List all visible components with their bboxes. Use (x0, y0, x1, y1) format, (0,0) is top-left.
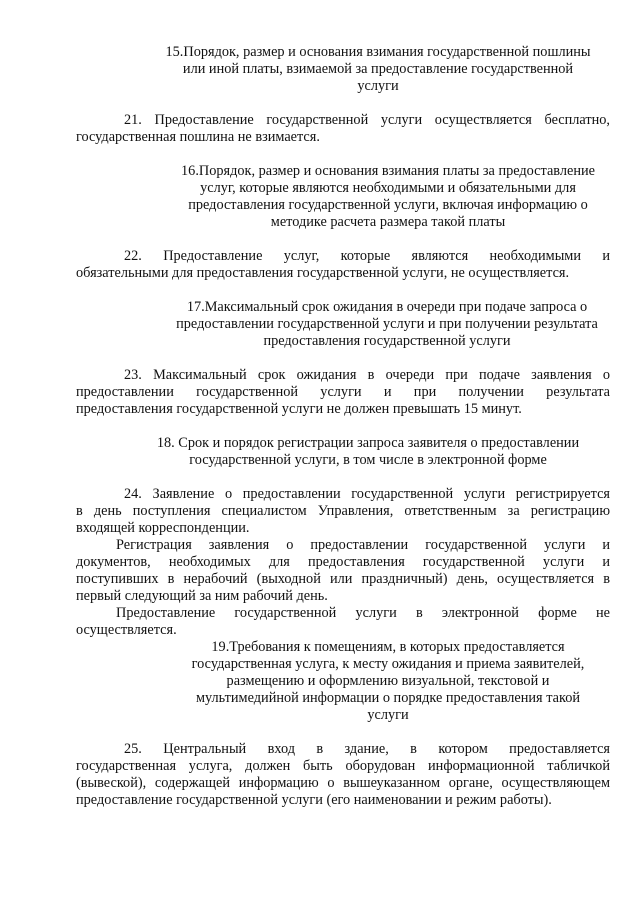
heading-line: услуги (357, 78, 399, 94)
heading-line: предоставлении государственной услуги и при получении результата (176, 316, 598, 332)
section-heading-17 (76, 299, 610, 350)
section-heading-16 (76, 163, 610, 231)
paragraph-line: осуществляется. (76, 622, 177, 638)
heading-line: 18. Срок и порядок регистрации запроса заявителя о предоставлении (156, 435, 580, 451)
heading-line: услуги (367, 707, 409, 723)
heading-line: или иной платы, взимаемой за предоставление государственной (182, 61, 574, 77)
section-heading-15 (76, 44, 610, 95)
paragraph-line: предоставление государственной услуги (его наименовании и режим работы). (76, 792, 552, 808)
paragraph-line: (вывеской), содержащей информацию о вышеуказанном органе, осуществляющем (76, 775, 610, 791)
paragraph-line: 21. Предоставление государственной услуги осуществляется бесплатно, (124, 112, 610, 128)
heading-line: государственная услуга, к месту ожидания и приема заявителей, (191, 656, 585, 672)
paragraph-line: 25. Центральный вход в здание, в котором предоставляется (124, 741, 610, 757)
paragraph-line: предоставлении государственной услуги и при получении результата (76, 384, 610, 400)
paragraph-line: государственная пошлина не взимается. (76, 129, 320, 145)
heading-line: 15.Порядок, размер и основания взимания государственной пошлины (165, 44, 591, 60)
paragraph-25 (76, 741, 610, 809)
paragraph-line: 24. Заявление о предоставлении государственной услуги регистрируется (124, 486, 610, 502)
heading-line: мультимедийной информации о порядке предоставления такой (195, 690, 580, 706)
paragraph-line: Предоставление государственной услуги в электронной форме не (116, 605, 610, 621)
heading-line: предоставления государственной услуги, включая информацию о (188, 197, 588, 213)
paragraph-line: в день поступления специалистом Управления, ответственным за регистрацию (76, 503, 610, 519)
heading-line: предоставления государственной услуги (263, 333, 511, 349)
paragraph-electronic-form (76, 605, 610, 639)
heading-line: 19.Требования к помещениям, в которых предоставляется (211, 639, 565, 655)
paragraph-line: входящей корреспонденции. (76, 520, 250, 536)
paragraph-line: государственная услуга, должен быть оборудован информационной табличкой (76, 758, 610, 774)
heading-line: 17.Максимальный срок ожидания в очереди при подаче запроса о (186, 299, 588, 315)
paragraph-line: предоставления государственной услуги не должен превышать 15 минут. (76, 401, 522, 417)
paragraph-registration (76, 537, 610, 605)
paragraph-line: обязательными для предоставления государственной услуги, не осуществляется. (76, 265, 570, 281)
paragraph-23 (76, 367, 610, 418)
heading-line: 16.Порядок, размер и основания взимания платы за предоставление (181, 163, 595, 179)
section-heading-18 (76, 435, 610, 469)
paragraph-line: 23. Максимальный срок ожидания в очереди при подаче заявления о (124, 367, 610, 383)
paragraph-line: документов, необходимых для предоставления государственной услуги и (76, 554, 610, 570)
section-heading-19 (76, 639, 610, 724)
heading-line: размещению и оформлению визуальной, текстовой и (226, 673, 550, 689)
paragraph-line: первый следующий за ним рабочий день. (76, 588, 328, 604)
paragraph-21 (76, 112, 610, 146)
paragraph-24 (76, 486, 610, 537)
paragraph-line: 22. Предоставление услуг, которые являются необходимыми и (124, 248, 610, 264)
heading-line: услуг, которые являются необходимыми и обязательными для (200, 180, 576, 196)
paragraph-22 (76, 248, 610, 282)
paragraph-line: поступивших в нерабочий (выходной или праздничный) день, осуществляется в (76, 571, 610, 587)
paragraph-line: Регистрация заявления о предоставлении государственной услуги и (116, 537, 610, 553)
heading-line: государственной услуги, в том числе в электронной форме (189, 452, 547, 468)
heading-line: методике расчета размера такой платы (270, 214, 506, 230)
